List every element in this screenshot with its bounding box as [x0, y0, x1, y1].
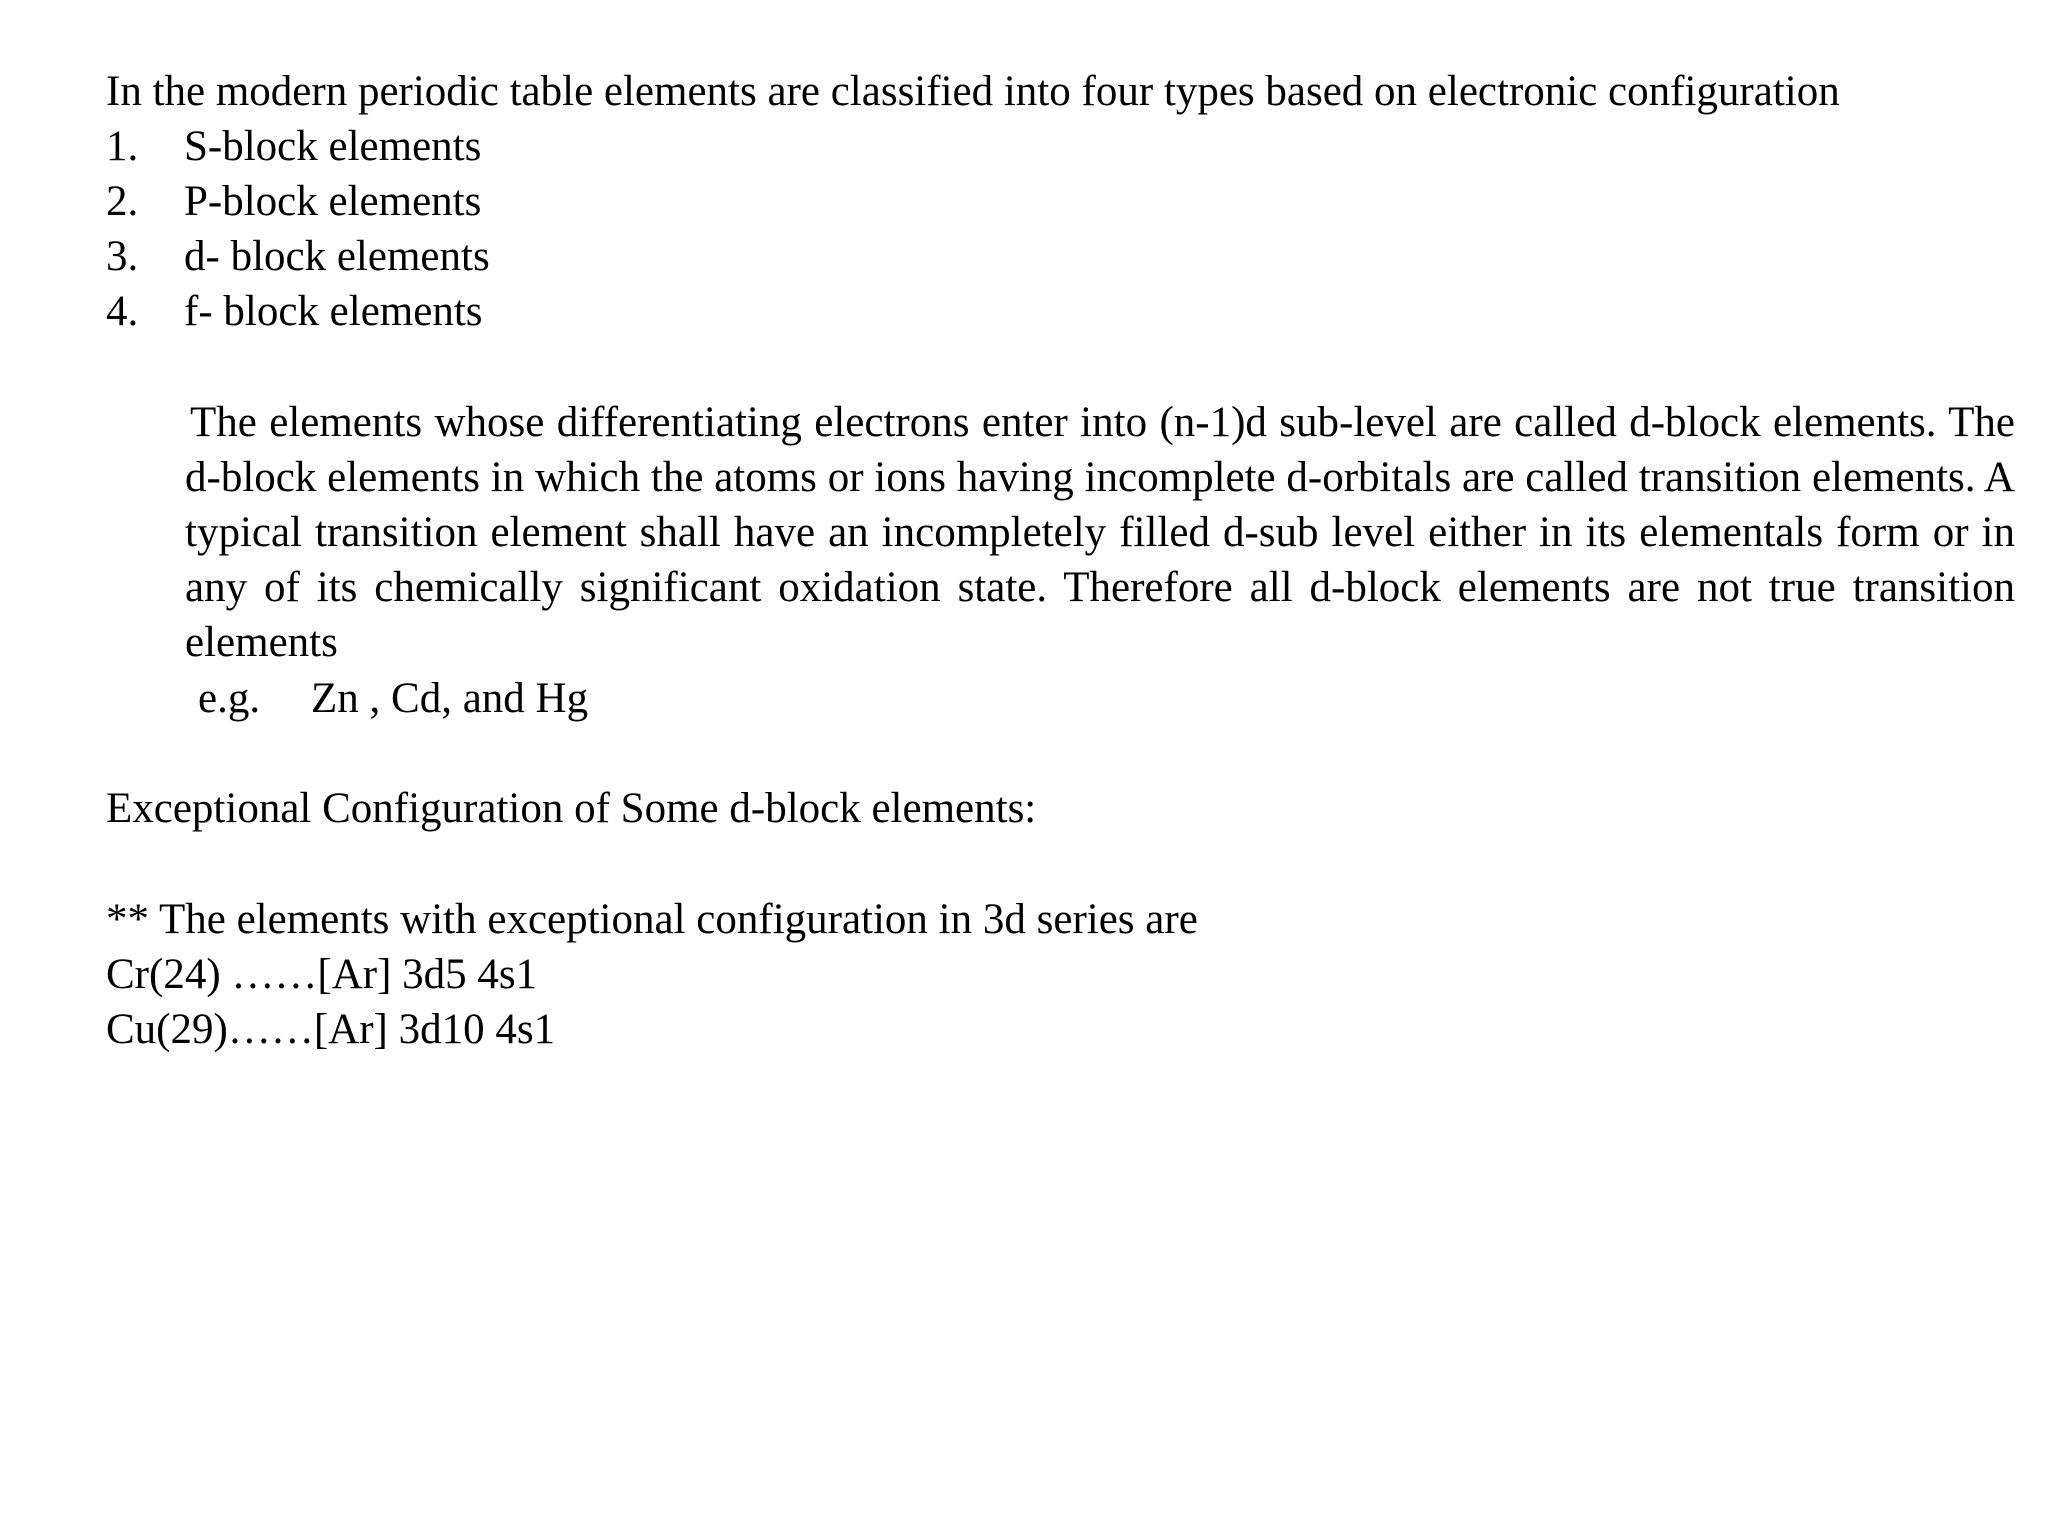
list-number: 4. — [106, 288, 139, 335]
example-line — [198, 671, 588, 726]
list-item — [106, 284, 490, 339]
configuration-line: Cr(24) ……[Ar] 3d5 4s1 — [106, 951, 538, 998]
list-number: 2. — [106, 178, 139, 225]
example-value: Zn , Cd, and Hg — [311, 675, 589, 722]
exceptional-intro: ** The elements with exceptional configuration in 3d series are — [106, 896, 1198, 943]
list-item — [106, 119, 490, 174]
list-number: 1. — [106, 123, 139, 170]
list-label: f- block elements — [184, 288, 483, 335]
configuration-line: Cu(29)……[Ar] 3d10 4s1 — [106, 1006, 556, 1053]
intro-text: In the modern periodic table elements are classified into four types based on electronic configuration — [106, 68, 1840, 115]
definition-paragraph: The elements whose differentiating electrons enter into (n-1)d sub-level are called d-block elements. The d-block elements in which the atoms or ions having incomplete d-orbitals are called transition elements. A typical transition element shall have an incompletely filled d-sub level either in its elementals form or in any of its chemically significant oxidation state. Therefore all d-block elements are not true transition elements — [185, 399, 2015, 666]
section-heading: Exceptional Configuration of Some d-block elements: — [106, 785, 1037, 832]
list-label: S-block elements — [184, 123, 482, 170]
list-number: 3. — [106, 233, 139, 280]
list-item — [106, 174, 490, 229]
block-types-list — [106, 119, 490, 339]
example-label: e.g. — [198, 675, 261, 722]
list-item — [106, 229, 490, 284]
list-label: d- block elements — [184, 233, 490, 280]
list-label: P-block elements — [184, 178, 482, 225]
